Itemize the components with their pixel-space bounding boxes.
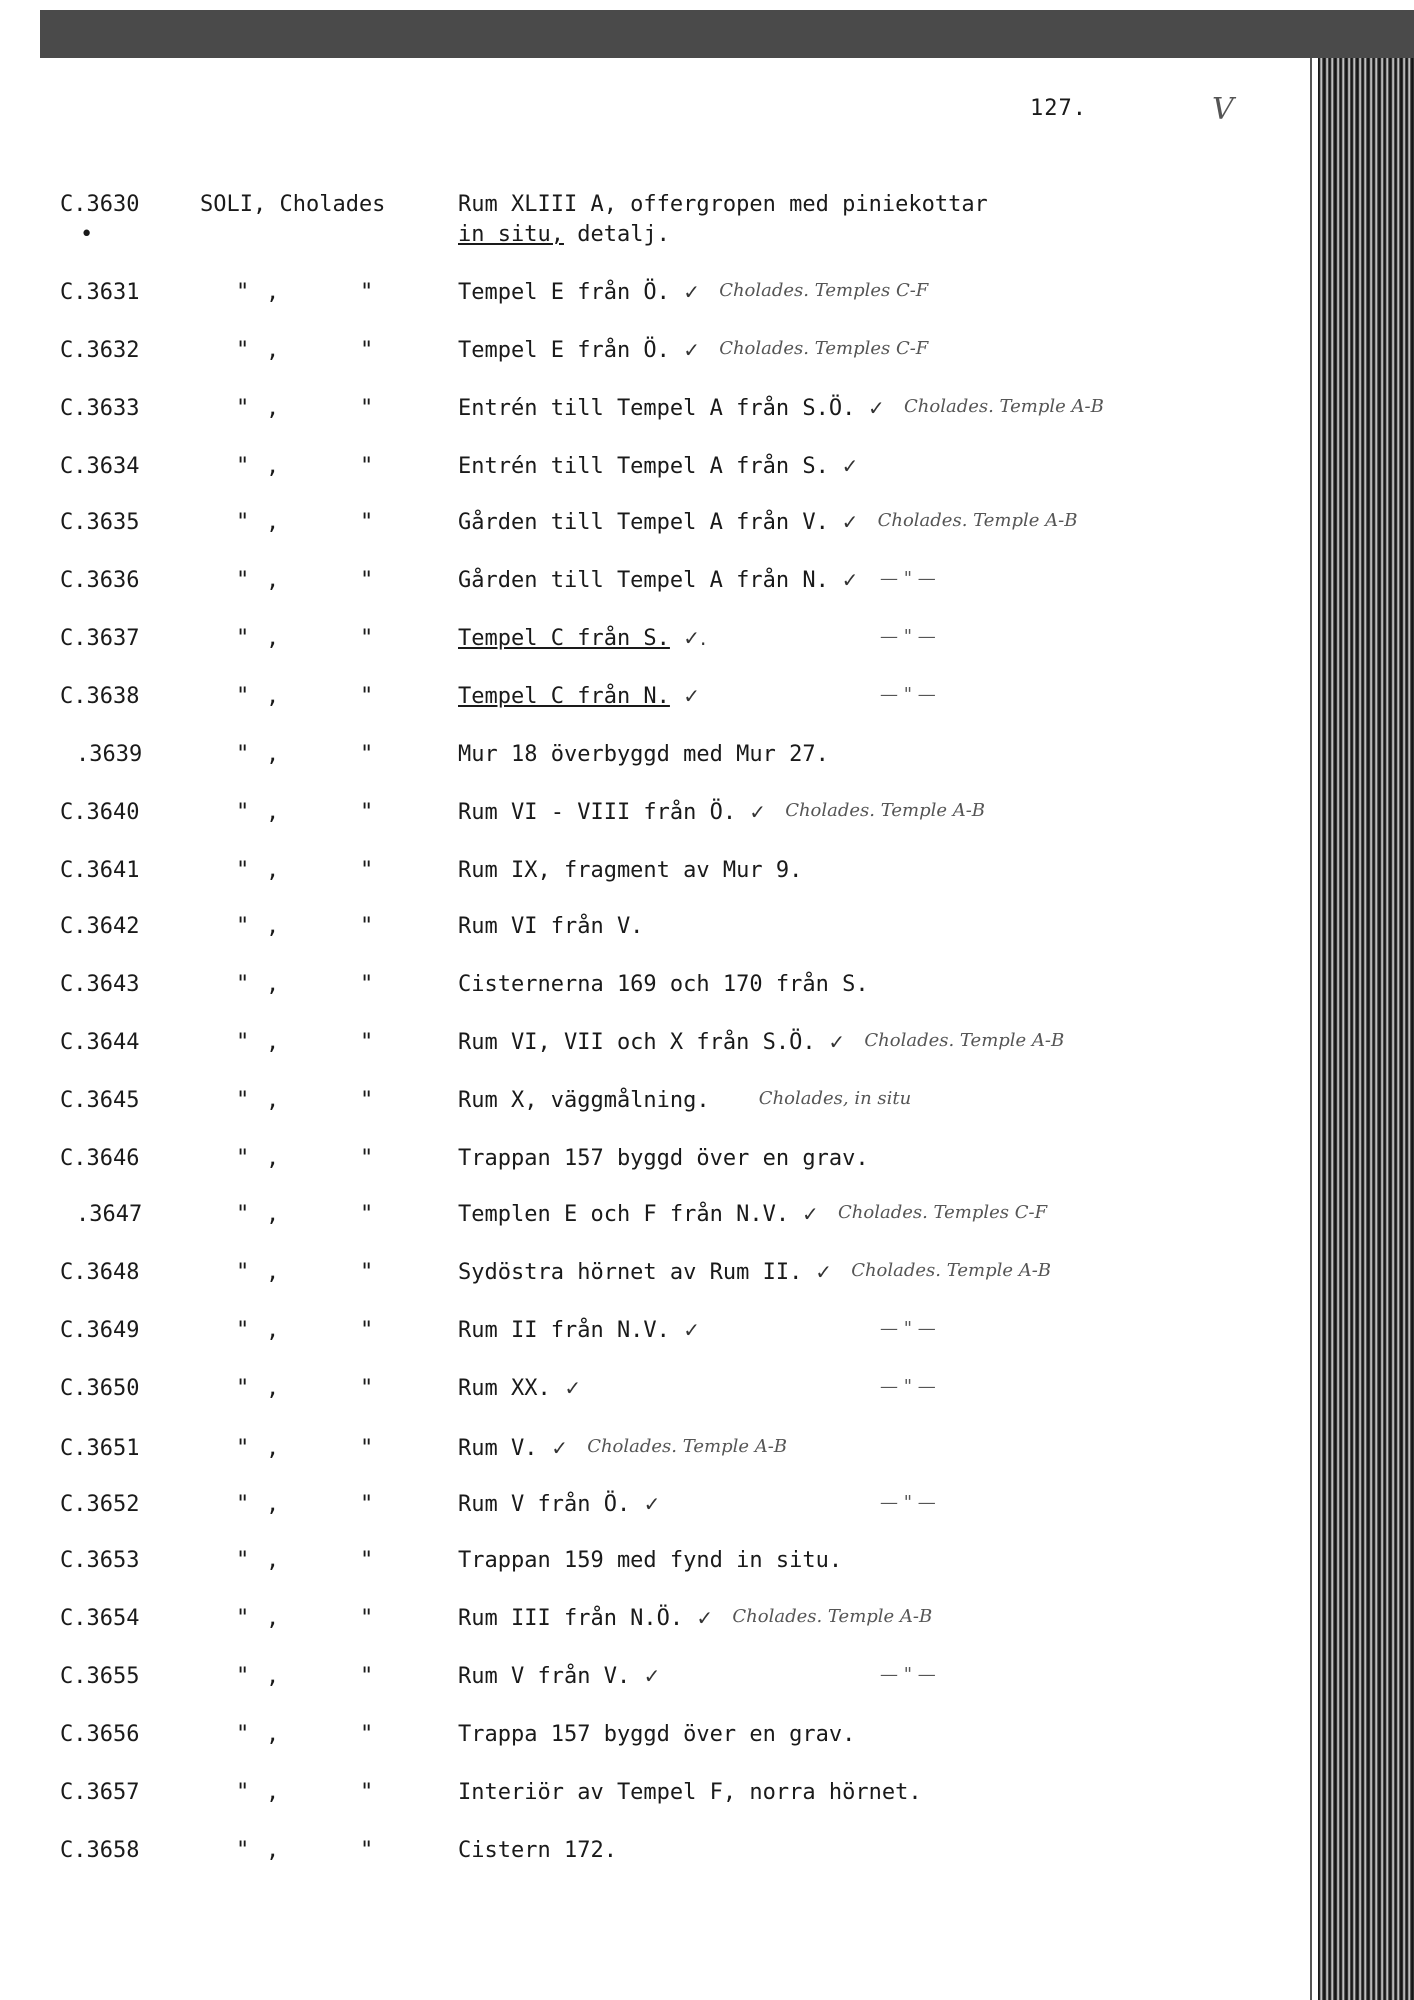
photo-description: Entrén till Tempel A från S. (458, 454, 829, 479)
ditto-comma: , (266, 1030, 280, 1055)
ditto-mark-area: " (360, 1492, 374, 1517)
ditto-comma: , (266, 1780, 280, 1805)
negative-number: C.3636 (60, 568, 140, 593)
negative-number: C.3630 (60, 192, 140, 217)
ditto-mark-area: " (360, 1202, 374, 1227)
photo-description: Templen E och F från N.V. (458, 1202, 790, 1227)
ditto-comma: , (266, 454, 280, 479)
negative-number: C.3646 (60, 1146, 140, 1171)
site-name: SOLI, Cholades (200, 192, 386, 217)
handwritten-note: — " — (880, 1492, 936, 1513)
ditto-comma: , (266, 1318, 280, 1343)
catalogue-row (0, 280, 1300, 314)
ditto-comma: , (266, 800, 280, 825)
photo-description: Mur 18 överbyggd med Mur 27. (458, 742, 829, 767)
ditto-mark-site: " (236, 684, 250, 709)
ditto-comma: , (266, 684, 280, 709)
check-mark-icon: ✓ (683, 684, 700, 708)
catalogue-row (0, 1318, 1300, 1352)
catalogue-row (0, 1202, 1300, 1236)
ditto-mark-area: " (360, 280, 374, 305)
catalogue-row (0, 914, 1300, 948)
negative-number: C.3637 (60, 626, 140, 651)
ditto-comma: , (266, 1838, 280, 1863)
ditto-mark-site: " (236, 972, 250, 997)
ditto-mark-area: " (360, 1838, 374, 1863)
ditto-mark-area: " (360, 1606, 374, 1631)
ditto-mark-site: " (236, 1606, 250, 1631)
ditto-mark-area: " (360, 1722, 374, 1747)
negative-number: C.3638 (60, 684, 140, 709)
photo-description: Tempel E från Ö. (458, 280, 670, 305)
ditto-mark-site: " (236, 1436, 250, 1461)
catalogue-row (0, 1664, 1300, 1698)
ditto-mark-area: " (360, 1318, 374, 1343)
check-mark-icon: ✓ (643, 1492, 661, 1516)
page-edge-shadow (1310, 58, 1322, 2000)
ditto-mark-site: " (236, 1780, 250, 1805)
ditto-mark-site: " (236, 742, 250, 767)
negative-number: C.3648 (60, 1260, 140, 1285)
ditto-comma: , (266, 280, 280, 305)
negative-number: .3639 (76, 742, 143, 767)
ditto-mark-area: " (360, 858, 374, 883)
handwritten-note: Cholades. Temple A-B (785, 800, 986, 821)
catalogue-row (0, 1606, 1300, 1640)
negative-number: C.3652 (60, 1492, 140, 1517)
photo-description: Entrén till Tempel A från S.Ö. (458, 396, 856, 421)
ditto-mark-area: " (360, 972, 374, 997)
handwritten-note: — " — (880, 626, 936, 647)
ditto-comma: , (266, 626, 280, 651)
negative-number: C.3654 (60, 1606, 140, 1631)
catalogue-row (0, 1088, 1300, 1122)
photo-description: Gården till Tempel A från N. (458, 568, 829, 593)
check-mark-icon: ✓ (802, 1202, 819, 1226)
ditto-mark-site: " (236, 1146, 250, 1171)
catalogue-row (0, 1030, 1300, 1064)
check-mark-icon: ✓ (841, 454, 859, 478)
corner-check-mark: V (1212, 92, 1234, 127)
ditto-mark-area: " (360, 1436, 374, 1461)
ditto-mark-area: " (360, 742, 374, 767)
catalogue-row (0, 742, 1300, 776)
photo-description: Trappa 157 byggd över en grav. (458, 1722, 856, 1747)
handwritten-note: Cholades. Temples C-F (838, 1202, 1048, 1223)
negative-number: C.3658 (60, 1838, 140, 1863)
page-stack-edge (1318, 58, 1414, 2000)
photo-description: Rum V från Ö. (458, 1492, 631, 1517)
catalogue-row (0, 1146, 1300, 1180)
ditto-mark-site: " (236, 396, 250, 421)
ditto-mark-site: " (236, 1548, 250, 1573)
handwritten-note: — " — (880, 1318, 936, 1339)
catalogue-row (0, 396, 1300, 430)
check-mark-icon: ✓ (749, 800, 766, 824)
photo-description: Rum II från N.V. (458, 1318, 670, 1343)
photo-description: Tempel C från S. (458, 626, 670, 651)
photo-description: Sydöstra hörnet av Rum II. (458, 1260, 803, 1285)
photo-description: Trappan 157 byggd över en grav. (458, 1146, 869, 1171)
handwritten-note: Cholades. Temple A-B (877, 510, 1078, 531)
ditto-comma: , (266, 742, 280, 767)
negative-number: .3647 (76, 1202, 143, 1227)
ditto-comma: , (266, 396, 280, 421)
ditto-mark-site: " (236, 510, 250, 535)
ditto-comma: , (266, 858, 280, 883)
negative-number: C.3651 (60, 1436, 140, 1461)
ditto-comma: , (266, 1376, 280, 1401)
photo-description: Cistern 172. (458, 1838, 617, 1863)
ditto-comma: , (266, 338, 280, 363)
ditto-mark-site: " (236, 626, 250, 651)
ditto-comma: , (266, 1436, 280, 1461)
ditto-mark-site: " (236, 1260, 250, 1285)
ditto-mark-area: " (360, 914, 374, 939)
catalogue-row (0, 1548, 1300, 1582)
ditto-mark-area: " (360, 684, 374, 709)
negative-number: C.3640 (60, 800, 140, 825)
check-mark-icon: ✓ (828, 1030, 846, 1054)
negative-number: C.3631 (60, 280, 140, 305)
photo-description: Cisternerna 169 och 170 från S. (458, 972, 869, 997)
ditto-comma: , (266, 1492, 280, 1517)
ditto-comma: , (266, 568, 280, 593)
ditto-mark-area: " (360, 454, 374, 479)
ditto-comma: , (266, 1088, 280, 1113)
negative-number: C.3642 (60, 914, 140, 939)
ditto-comma: , (266, 1664, 280, 1689)
photo-description: Rum X, väggmålning. (458, 1088, 710, 1113)
catalogue-row (0, 338, 1300, 372)
ditto-mark-area: " (360, 568, 374, 593)
ditto-comma: , (266, 510, 280, 535)
photo-description: Gården till Tempel A från V. (458, 510, 829, 535)
photo-description: Rum VI från V. (458, 914, 644, 939)
handwritten-note: Cholades, in situ (758, 1088, 912, 1109)
ditto-mark-site: " (236, 1376, 250, 1401)
ditto-mark-site: " (236, 1088, 250, 1113)
check-mark-icon: ✓ (564, 1376, 582, 1400)
photo-description: Interiör av Tempel F, norra hörnet. (458, 1780, 922, 1805)
ditto-mark-area: " (360, 1376, 374, 1401)
check-mark-icon: ✓ (551, 1436, 568, 1460)
handwritten-note: — " — (880, 684, 936, 705)
catalogue-row (0, 1260, 1300, 1294)
catalogue-row (0, 192, 1300, 226)
negative-number: C.3635 (60, 510, 140, 535)
negative-number: C.3644 (60, 1030, 140, 1055)
catalogue-row (0, 510, 1300, 544)
scan-top-border (40, 10, 1414, 58)
negative-number: C.3649 (60, 1318, 140, 1343)
handwritten-note: Cholades. Temple A-B (864, 1030, 1065, 1051)
ditto-mark-site: " (236, 1664, 250, 1689)
ditto-mark-area: " (360, 1780, 374, 1805)
ditto-comma: , (266, 972, 280, 997)
catalogue-row (0, 1492, 1300, 1526)
ditto-mark-site: " (236, 280, 250, 305)
catalogue-row (0, 1376, 1300, 1410)
check-mark-icon: ✓ (841, 568, 859, 592)
negative-number: C.3632 (60, 338, 140, 363)
catalogue-row (0, 1722, 1300, 1756)
ditto-mark-site: " (236, 1318, 250, 1343)
handwritten-note: — " — (880, 1376, 936, 1397)
ditto-mark-site: " (236, 914, 250, 939)
check-mark-icon: ✓ (841, 510, 859, 534)
negative-number: C.3656 (60, 1722, 140, 1747)
check-mark-icon: ✓ (868, 396, 885, 420)
photo-description-continued: in situ, detalj. (458, 222, 670, 247)
handwritten-note: Cholades. Temples C-F (719, 280, 929, 301)
photo-description: Rum V från V. (458, 1664, 631, 1689)
stray-dot: • (80, 222, 94, 247)
ditto-mark-area: " (360, 800, 374, 825)
handwritten-note: Cholades. Temples C-F (719, 338, 929, 359)
ditto-mark-site: " (236, 1030, 250, 1055)
ditto-mark-area: " (360, 1548, 374, 1573)
negative-number: C.3655 (60, 1664, 140, 1689)
handwritten-note: Cholades. Temple A-B (904, 396, 1104, 417)
negative-number: C.3641 (60, 858, 140, 883)
check-mark-icon: ✓ (683, 338, 700, 362)
photo-description: Rum V. (458, 1436, 538, 1461)
ditto-mark-site: " (236, 568, 250, 593)
ditto-mark-area: " (360, 396, 374, 421)
ditto-mark-site: " (236, 858, 250, 883)
check-mark-icon: ✓ (815, 1260, 832, 1284)
ditto-mark-area: " (360, 626, 374, 651)
ditto-mark-site: " (236, 338, 250, 363)
catalogue-row (0, 1436, 1300, 1470)
catalogue-row (0, 684, 1300, 718)
ditto-mark-area: " (360, 338, 374, 363)
catalogue-row (0, 454, 1300, 488)
ditto-mark-area: " (360, 1664, 374, 1689)
ditto-mark-area: " (360, 1030, 374, 1055)
check-mark-icon: ✓ (683, 280, 700, 304)
handwritten-note: Cholades. Temple A-B (587, 1436, 788, 1457)
ditto-comma: , (266, 1260, 280, 1285)
ditto-mark-area: " (360, 1260, 374, 1285)
handwritten-note: — " — (880, 568, 936, 589)
ditto-mark-area: " (360, 1088, 374, 1113)
ditto-comma: , (266, 1722, 280, 1747)
page-number: 127. (1030, 96, 1087, 121)
handwritten-note: — " — (880, 1664, 936, 1685)
ditto-mark-site: " (236, 454, 250, 479)
photo-description: Rum XLIII A, offergropen med piniekottar (458, 192, 988, 217)
catalogue-row (0, 972, 1300, 1006)
ditto-comma: , (266, 1548, 280, 1573)
catalogue-row (0, 626, 1300, 660)
catalogue-row (0, 1780, 1300, 1814)
photo-description: Tempel E från Ö. (458, 338, 670, 363)
negative-number: C.3650 (60, 1376, 140, 1401)
ditto-mark-site: " (236, 1722, 250, 1747)
negative-number: C.3633 (60, 396, 140, 421)
ditto-mark-area: " (360, 1146, 374, 1171)
ditto-mark-site: " (236, 1202, 250, 1227)
negative-number: C.3645 (60, 1088, 140, 1113)
photo-description: Rum VI - VIII från Ö. (458, 800, 737, 825)
negative-number: C.3657 (60, 1780, 140, 1805)
ditto-mark-site: " (236, 1838, 250, 1863)
ditto-comma: , (266, 1202, 280, 1227)
handwritten-note: Cholades. Temple A-B (851, 1260, 1052, 1281)
ditto-mark-area: " (360, 510, 374, 535)
ditto-comma: , (266, 914, 280, 939)
catalogue-row (0, 800, 1300, 834)
check-mark-icon: ✓ (643, 1664, 661, 1688)
negative-number: C.3653 (60, 1548, 140, 1573)
photo-description: Rum IX, fragment av Mur 9. (458, 858, 803, 883)
ditto-comma: , (266, 1146, 280, 1171)
check-mark-icon: ✓ (683, 1318, 700, 1342)
ditto-mark-site: " (236, 1492, 250, 1517)
ditto-comma: , (266, 1606, 280, 1631)
catalogue-row (0, 568, 1300, 602)
catalogue-row (0, 1838, 1300, 1872)
photo-description: Tempel C från N. (458, 684, 670, 709)
ditto-mark-site: " (236, 800, 250, 825)
photo-description: Rum XX. (458, 1376, 551, 1401)
check-mark-icon: ✓. (683, 626, 707, 650)
photo-description: Rum VI, VII och X från S.Ö. (458, 1030, 816, 1055)
catalogue-row (0, 858, 1300, 892)
handwritten-note: Cholades. Temple A-B (732, 1606, 933, 1627)
photo-description: Rum III från N.Ö. (458, 1606, 684, 1631)
check-mark-icon: ✓ (696, 1606, 714, 1630)
photo-description: Trappan 159 med fynd in situ. (458, 1548, 843, 1573)
negative-number: C.3643 (60, 972, 140, 997)
negative-number: C.3634 (60, 454, 140, 479)
